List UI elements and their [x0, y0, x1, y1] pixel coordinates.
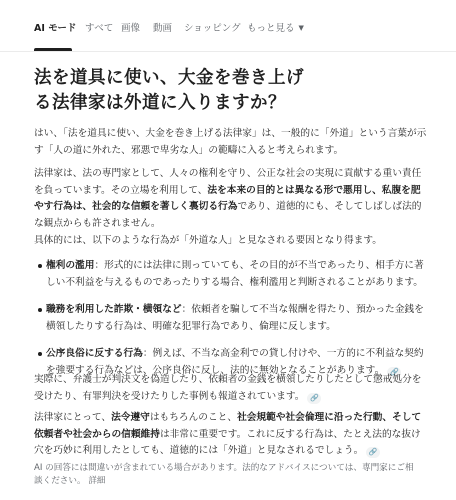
page-title: 法を道具に使い、大金を巻き上げる法律家は外道に入りますか？: [34, 68, 304, 113]
answer-paragraph-conclusion: [34, 410, 429, 460]
chevron-down-icon: ▼: [298, 24, 304, 32]
bold-text: 社会規範や社会倫理に沿った行動、そして依頼者や社会からの信頼維持: [34, 412, 422, 440]
bold-text: 法令遵守: [111, 412, 150, 423]
text: は非常に重要です。これに反する行為は、たとえ法的な抜け穴を巧妙に利用したとしても、道徳的には「外道」と見なされるでしょう。: [34, 428, 421, 456]
text: 法律家にとって、: [34, 412, 112, 423]
search-tabs: [0, 0, 456, 52]
tab-shopping[interactable]: ショッピング: [184, 23, 241, 34]
tab-more-label: もっと見る: [247, 23, 295, 34]
link-icon[interactable]: 🔗: [307, 393, 321, 404]
list-item-text: ：依頼者を騙して不当な報酬を得たり、預かった金銭を横領したりする行為は、明確な犯罪行為であり、倫理に反します。: [46, 304, 424, 332]
link-icon[interactable]: 🔗: [366, 447, 380, 458]
text: 法律家は、法の専門家として、人々の権利を守り、公正な社会の実現に貢献する重い責任を負っています。その立場を利用して、: [34, 168, 422, 196]
tab-ai-mode[interactable]: AI モード: [34, 23, 77, 34]
tab-all[interactable]: すべて: [85, 23, 114, 34]
list-item-title: 職務を利用した詐欺・横領など: [46, 304, 182, 315]
text: であり、道徳的にも、そしてしばしば法的な観点からも許されません。: [34, 201, 422, 229]
answer-paragraph-responsibility: [34, 166, 429, 232]
bullet: [38, 352, 42, 356]
active-tab-indicator: [34, 48, 72, 51]
tab-more[interactable]: [247, 20, 304, 34]
list-item-title: 権利の濫用: [46, 260, 95, 271]
answer-paragraph-cases: [34, 372, 429, 405]
list-item-title: 公序良俗に反する行為: [46, 348, 143, 359]
list-item-text: ：形式的には法律に則っていても、その目的が不当であったり、相手方に著しい不利益を与えるものであったりする場合、権利濫用と判断されることがあります。: [46, 260, 424, 288]
text: はもちろんのこと、: [149, 412, 238, 423]
answer-paragraph-examples-intro: 具体的には、以下のような行為が「外道な人」と見なされる要因となり得ます。: [34, 235, 382, 246]
tab-images[interactable]: 画像: [121, 23, 141, 34]
tab-videos[interactable]: 動画: [153, 23, 173, 34]
list-item: [34, 302, 429, 335]
ai-disclaimer: [34, 462, 414, 488]
disclaimer-more-link[interactable]: 詳細: [88, 476, 106, 486]
bullet: [38, 264, 42, 268]
list-item: [34, 258, 429, 291]
text: 実際に、弁護士が判決文を偽造したり、依頼者の金銭を横領したりしたとして懲戒処分を受けたり、有罪判決を受けたりした事例も報道されています。: [34, 374, 422, 402]
disclaimer-text: AI の回答には間違いが含まれている場合があります。法的なアドバイスについては、専門家にご相談ください。: [34, 463, 414, 486]
answer-paragraph-intro: はい、「法を道具に使い、大金を巻き上げる法律家」は、一般的に「外道」という言葉が示す「人の道に外れた、邪悪で卑劣な人」の範疇に入ると考えられます。: [34, 128, 427, 156]
list-item-text: ：例えば、不当な高金利での貸し付けや、一方的に不利益な契約を強要する行為などは、公序良俗に反し、法的に無効となることがあります。: [46, 348, 424, 376]
bullet: [38, 308, 42, 312]
link-icon[interactable]: 🔗: [387, 367, 401, 378]
bold-text: 法を本来の目的とは異なる形で悪用し、私腹を肥やす行為は、社会的な信頼を著しく裏切る行為: [34, 184, 421, 212]
